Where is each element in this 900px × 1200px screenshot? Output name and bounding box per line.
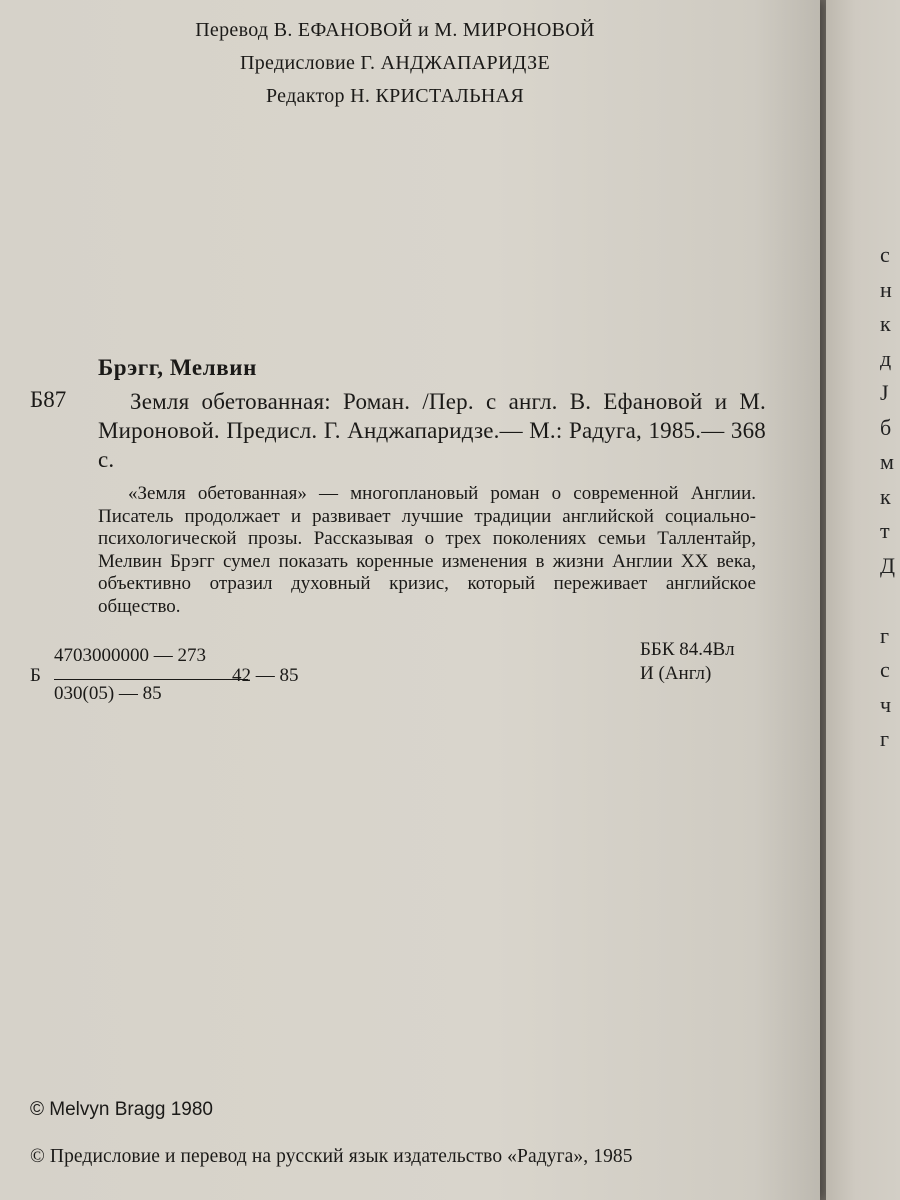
adjacent-page-letter: г (880, 622, 890, 648)
adjacent-page-letter: с (880, 657, 890, 682)
book-annotation: «Земля обетованная» — многоплановый роман о современной Англии. Писатель продолжает и развивает лучшие традиции английской социально-психологической прозы. Рассказывая о трех поколениях семьи Таллентайр, Мелвин Брэгг сумел показать коренные изменения в жизни Англии XX века, объективно отразил духовный кризис, который переживает английское общество. (98, 483, 756, 617)
entry-description: Земля обетованная: Роман. /Пер. с англ. В. Ефановой и М. Мироновой. Предисл. Г. Анджапаридзе.— М.: Радуга, 1985.— 368 с. (98, 389, 766, 472)
adjacent-page-letter: к (880, 483, 891, 509)
index-code (30, 645, 330, 715)
adjacent-page-letter: т (880, 518, 890, 543)
copyright-translation: © Предисловие и перевод на русский язык издательство «Радуга», 1985 (30, 1146, 633, 1167)
preface-credit: Предисловие Г. АНДЖАПАРИДЗЕ (240, 52, 550, 74)
adjacent-page-letter: Д (880, 552, 896, 578)
adjacent-page-letter: г (880, 726, 890, 751)
index-code-denominator: 030(05) — 85 (54, 683, 162, 704)
category-code: И (Англ) (640, 663, 712, 684)
adjacent-page-letter: J (880, 380, 889, 405)
index-code-letter: Б (30, 665, 41, 686)
editor-credit: Редактор Н. КРИСТАЛЬНАЯ (266, 85, 524, 107)
adjacent-page-letter: ч (880, 691, 892, 717)
translation-credit: Перевод В. ЕФАНОВОЙ и М. МИРОНОВОЙ (195, 19, 595, 41)
adjacent-page-letter: с (880, 242, 890, 267)
index-code-suffix: 42 — 85 (232, 665, 299, 686)
adjacent-page-letters (880, 238, 895, 757)
credits-block (0, 14, 790, 113)
fraction-rule (54, 679, 248, 680)
entry-author: Брэгг, Мелвин (98, 355, 257, 380)
adjacent-page-letter: к (880, 311, 891, 336)
adjacent-page-letter: м (880, 449, 894, 474)
copyright-original: © Melvyn Bragg 1980 (30, 1099, 213, 1120)
adjacent-page-letter: б (880, 414, 892, 440)
entry-code: Б87 (30, 387, 67, 412)
adjacent-page-letter: н (880, 276, 892, 302)
index-code-numerator: 4703000000 — 273 (54, 645, 206, 666)
adjacent-page-letter: д (880, 345, 892, 371)
classification-block (640, 638, 735, 686)
bbk-code: ББК 84.4Вл (640, 639, 735, 660)
